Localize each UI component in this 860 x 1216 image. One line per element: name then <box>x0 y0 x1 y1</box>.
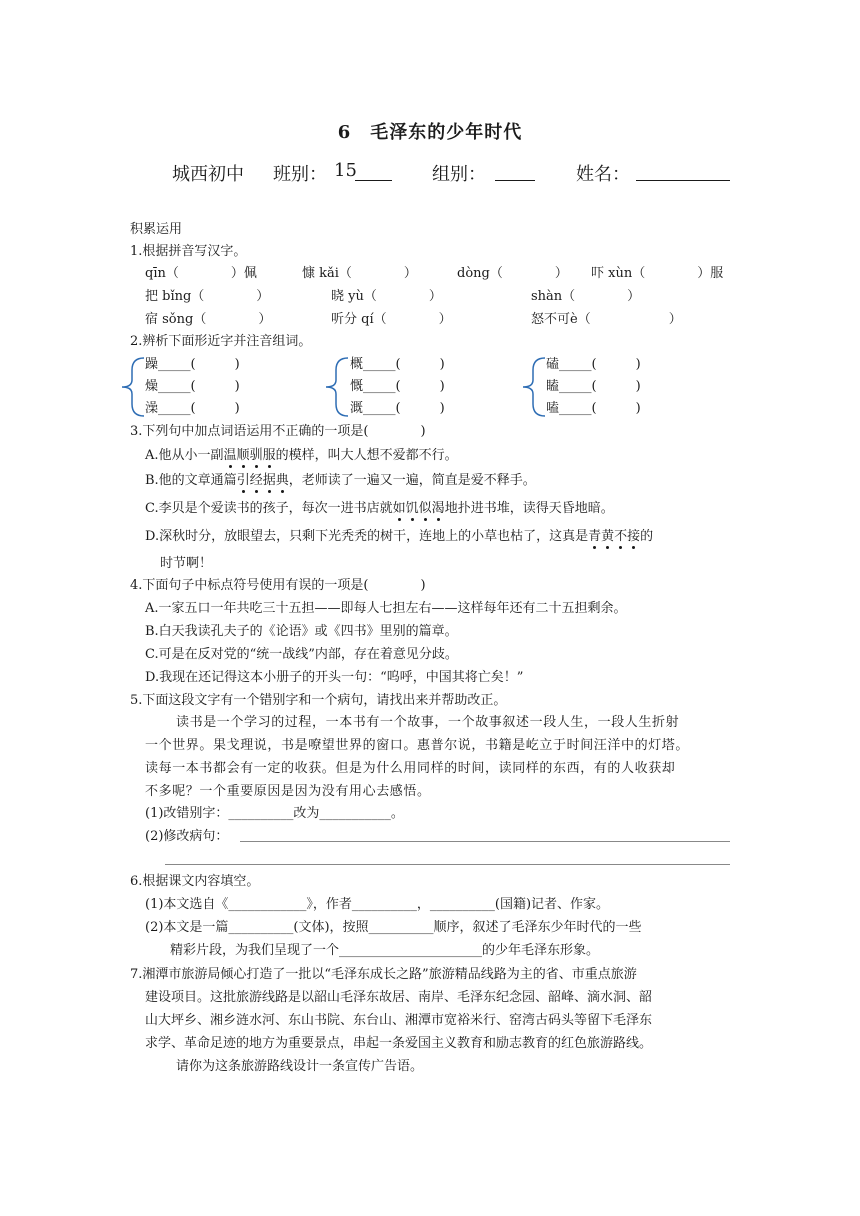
q1-item: 怒不可è（ ） <box>531 312 682 327</box>
q2-item: 慨_____( ) <box>350 379 445 394</box>
q3-option-a: A.他从小一副温顺驯服的模样，叫大人想不爱都不行。 <box>145 448 458 463</box>
group-label: 组别： <box>432 164 486 185</box>
q2-stem: 2.辨析下面形近字并注音组词。 <box>130 334 312 349</box>
q2-item: 燥_____( ) <box>145 379 240 394</box>
q4-stem: 4.下面句子中标点符号使用有误的一项是( ) <box>130 578 426 593</box>
q1-item: 晓 yù（ ） <box>331 289 442 304</box>
q5-sub-1: (1)改错别字：__________改为___________。 <box>145 806 404 821</box>
q6-sub-1: (1)本文选自《____________》，作者__________，__________(国籍)记者、作家。 <box>145 897 610 912</box>
q7-line: 7.湘潭市旅游局倾心打造了一批以“毛泽东成长之路”旅游精品线路为主的省、市重点旅游 <box>130 967 637 982</box>
q3-stem: 3.下列句中加点词语运用不正确的一项是( ) <box>130 424 426 439</box>
emphasis-dot-char: 驯 <box>249 448 263 463</box>
q1-stem: 1.根据拼音写汉字。 <box>130 244 247 259</box>
q1-item: 听分 qí（ ） <box>331 312 452 327</box>
q1-item: 吓 xùn（ ）服 <box>591 266 724 281</box>
dotted-phrase <box>224 448 276 463</box>
q3-option-c: C.李贝是个爱读书的孩子，每次一进书店就如饥似渴地扑进书堆，读得天昏地暗。 <box>145 501 614 516</box>
q6-stem: 6.根据课文内容填空。 <box>130 874 260 889</box>
emphasis-dot-char: 似 <box>418 501 432 516</box>
dotted-phrase <box>393 501 445 516</box>
q7-line: 求学、革命足迹的地方为重要景点，串起一条爱国主义教育和励志教育的红色旅游路线。 <box>145 1036 653 1051</box>
q4-option-b: B.白天我读孔夫子的《论语》或《四书》里别的篇章。 <box>145 624 458 639</box>
q2-item: 溉_____( ) <box>350 401 445 416</box>
emphasis-dot-char: 渴 <box>431 501 445 516</box>
emphasis-dot-char: 服 <box>262 448 276 463</box>
q1-item: dòng（ ） <box>457 266 568 281</box>
answer-line[interactable] <box>240 841 730 842</box>
q6-sub-2: (2)本文是一篇__________(文体)，按照__________顺序，叙述了毛泽东少年时代的一些 <box>145 920 642 935</box>
emphasis-dot-char: 青 <box>588 529 602 544</box>
name-blank[interactable] <box>636 164 730 181</box>
q1-item: 慷 kǎi（ ） <box>302 266 417 281</box>
emphasis-dot-char: 接 <box>627 529 641 544</box>
emphasis-dot-char: 经 <box>249 473 263 488</box>
name-label: 姓名： <box>576 164 630 185</box>
emphasis-dot-char: 如 <box>392 501 406 516</box>
q6-sub-2-continued: 精彩片段，为我们呈现了一个______________________的少年毛泽东形象。 <box>170 943 600 958</box>
q5-stem: 5.下面这段文字有一个错别字和一个病句，请找出来并帮助改正。 <box>130 693 507 708</box>
emphasis-dot-char: 顺 <box>236 448 250 463</box>
q5-passage-line: 读书是一个学习的过程，一本书有一个故事，一个故事叙述一段人生，一段人生折射 <box>176 715 680 730</box>
page-title: 6 毛泽东的少年时代 <box>337 122 523 143</box>
q1-item: shàn（ ） <box>531 289 641 304</box>
emphasis-dot-char: 典 <box>275 473 289 488</box>
emphasis-dot-char: 饥 <box>405 501 419 516</box>
q2-item: 躁_____( ) <box>145 357 240 372</box>
q4-option-c: C.可是在反对党的“统一战线”内部，存在着意见分歧。 <box>145 647 458 662</box>
answer-line[interactable] <box>165 864 730 865</box>
q5-sub-2: (2)修改病句： <box>145 829 229 844</box>
q4-option-a: A.一家五口一年共吃三十五担——即每人七担左右——这样每年还有二十五担剩余。 <box>145 601 627 616</box>
q5-passage-line: 不多呢？一个重要原因是因为没有用心去感悟。 <box>145 784 431 799</box>
q2-item: 澡_____( ) <box>145 401 240 416</box>
section-heading: 积累运用 <box>130 222 183 237</box>
q2-item: 瞌_____( ) <box>546 379 641 394</box>
class-value: 15 <box>334 160 357 181</box>
emphasis-dot-char: 引 <box>236 473 250 488</box>
q7-prompt: 请你为这条旅游路线设计一条宣传广告语。 <box>176 1059 424 1074</box>
q5-passage-line: 一个世界。果戈理说，书是嘹望世界的窗口。惠普尔说，书籍是屹立于时间汪洋中的灯塔。 <box>145 738 690 753</box>
class-label: 班别： <box>273 164 327 185</box>
q7-line: 建设项目。这批旅游线路是以韶山毛泽东故居、南岸、毛泽东纪念园、韶峰、滴水洞、韶 <box>145 990 653 1005</box>
q1-item: qīn（ ）佩 <box>145 266 257 281</box>
dotted-phrase <box>237 473 289 488</box>
q1-item: 把 bǐng（ ） <box>145 289 270 304</box>
q4-option-d: D.我现在还记得这本小册子的开头一句：“呜呼，中国其将亡矣！” <box>145 670 524 685</box>
emphasis-dot-char: 黄 <box>601 529 615 544</box>
school-name: 城西初中 <box>172 164 244 185</box>
q2-item: 磕_____( ) <box>546 357 641 372</box>
q7-line: 山大坪乡、湘乡涟水河、东山书院、东台山、湘潭市宽裕米行、窑湾古码头等留下毛泽东 <box>145 1013 653 1028</box>
q3-option-d-continued: 时节啊！ <box>160 556 213 571</box>
class-blank[interactable] <box>355 164 392 181</box>
emphasis-dot-char: 温 <box>223 448 237 463</box>
q1-item: 宿 sǒng（ ） <box>145 312 272 327</box>
emphasis-dot-char: 不 <box>614 529 628 544</box>
dotted-phrase <box>588 529 640 544</box>
emphasis-dot-char: 据 <box>262 473 276 488</box>
q3-option-d: D.深秋时分，放眼望去，只剩下光秃秃的树干，连地上的小草也枯了，这真是青黄不接的 <box>145 529 654 544</box>
q3-option-b: B.他的文章通篇引经据典，老师读了一遍又一遍，简直是爱不释手。 <box>145 473 536 488</box>
q2-item: 概_____( ) <box>350 357 445 372</box>
group-blank[interactable] <box>495 164 535 181</box>
q5-passage-line: 读每一本书都会有一定的收获。但是为什么用同样的时间，读同样的东西，有的人收获却 <box>145 761 676 776</box>
q2-item: 嗑_____( ) <box>546 401 641 416</box>
